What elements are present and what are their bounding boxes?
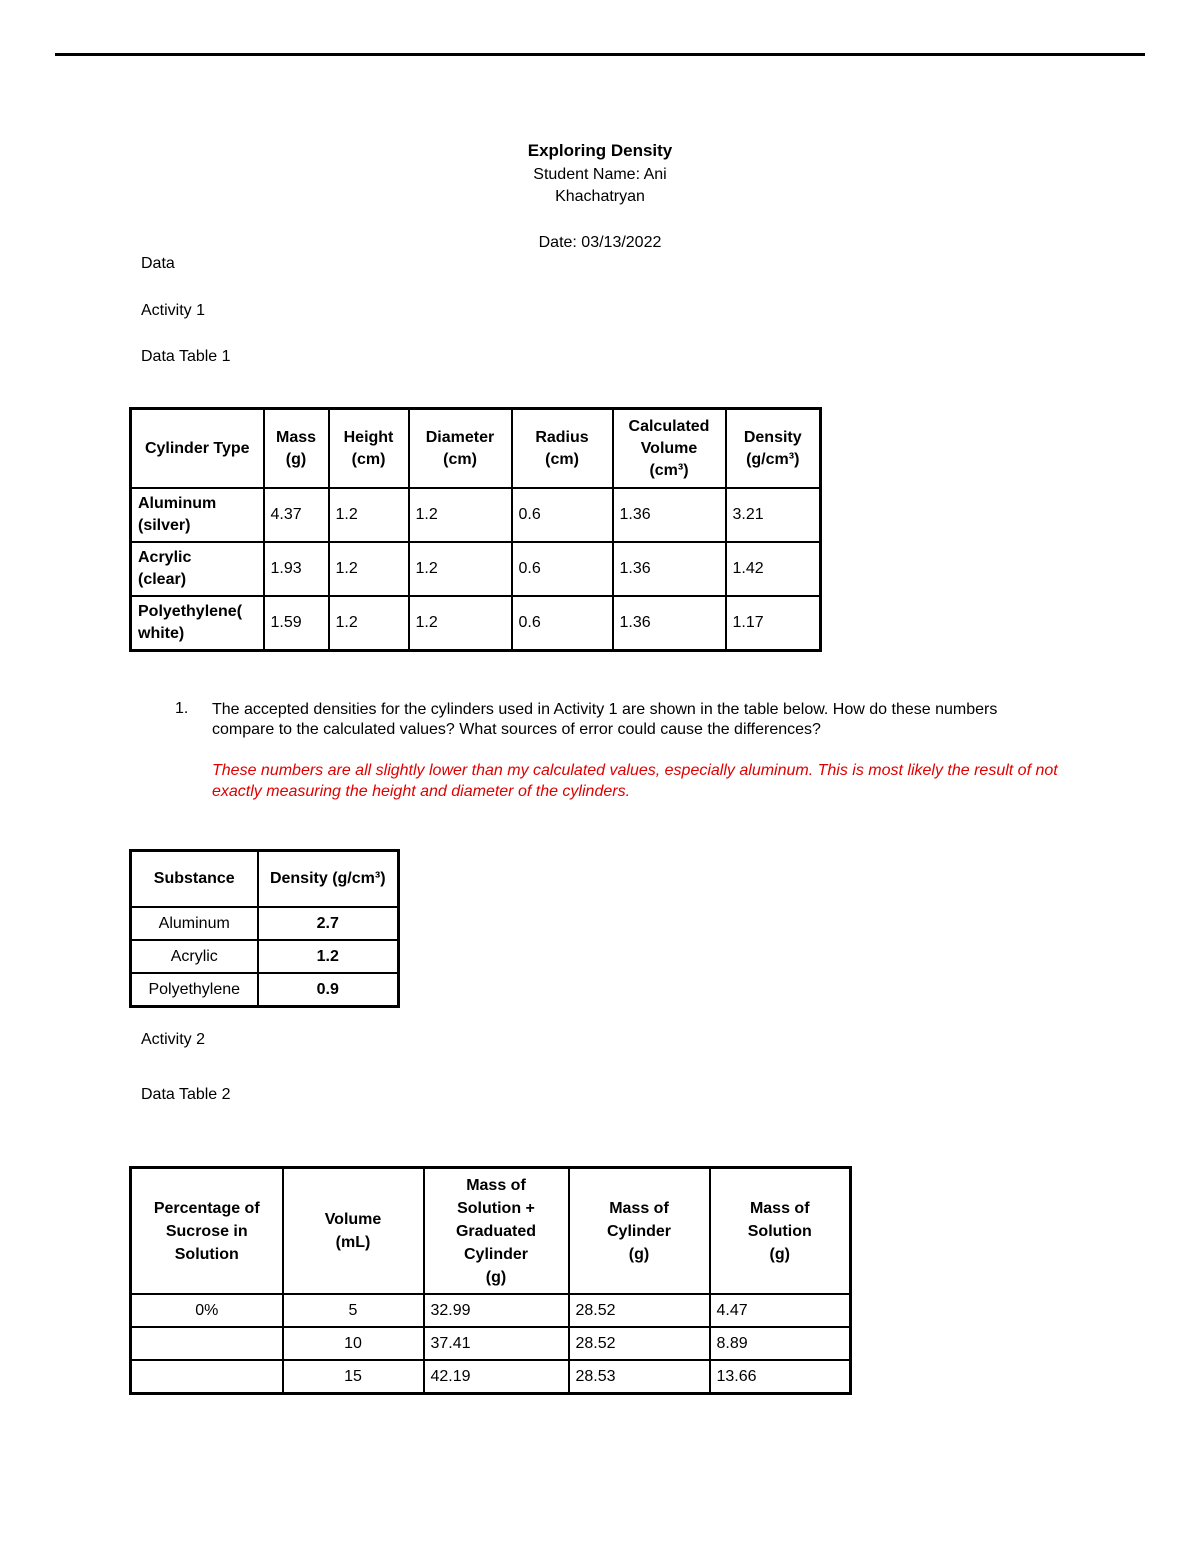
diameter-cell: 1.2 (409, 542, 512, 596)
density-cell: 1.17 (726, 596, 821, 651)
cylinder-type-cell: Aluminum (silver) (131, 488, 264, 542)
mass-solution-cylinder-cell: 37.41 (424, 1327, 569, 1360)
data-heading: Data (141, 255, 175, 272)
mass-cylinder-cell: 28.53 (569, 1360, 710, 1394)
height-cell: 1.2 (329, 542, 409, 596)
mass-solution-cylinder-cell: 42.19 (424, 1360, 569, 1394)
question-text: The accepted densities for the cylinders used in Activity 1 are shown in the table below. How do these numbers compare to the calculated values? What sources of error could cause the differences? (212, 701, 998, 738)
cylinder-type-cell: Acrylic (clear) (131, 542, 264, 596)
table-row (131, 596, 821, 651)
header-mass-cylinder: Mass of Cylinder (g) (569, 1168, 710, 1295)
data-table1-heading: Data Table 1 (141, 348, 231, 365)
header-mass-solution-cylinder: Mass of Solution + Graduated Cylinder (g) (424, 1168, 569, 1295)
volume-cell: 10 (283, 1327, 424, 1360)
mass-cylinder-cell: 28.52 (569, 1327, 710, 1360)
top-rule (55, 53, 1145, 56)
radius-cell: 0.6 (512, 542, 613, 596)
table-row (131, 1360, 851, 1394)
cylinder-type-cell: Polyethylene( white) (131, 596, 264, 651)
table-row (131, 1294, 851, 1327)
date: Date: 03/13/2022 (538, 234, 662, 251)
table-row (131, 973, 399, 1007)
volume-cell: 15 (283, 1360, 424, 1394)
table-row (131, 488, 821, 542)
radius-cell: 0.6 (512, 596, 613, 651)
diameter-cell: 1.2 (409, 596, 512, 651)
table-header-row (131, 409, 821, 489)
percentage-cell: 0% (131, 1294, 283, 1327)
radius-cell: 0.6 (512, 488, 613, 542)
activity2-heading: Activity 2 (141, 1031, 206, 1048)
accepted-density-cell: 0.9 (258, 973, 399, 1007)
student-name-line2: Khachatryan (555, 188, 645, 205)
mass-cell: 4.37 (264, 488, 329, 542)
table-row (131, 542, 821, 596)
header-height: Height (cm) (329, 409, 409, 489)
header-radius: Radius (cm) (512, 409, 613, 489)
mass-solution-cylinder-cell: 32.99 (424, 1294, 569, 1327)
data-table-1 (129, 407, 822, 652)
accepted-densities-table (129, 849, 400, 1008)
mass-solution-cell: 13.66 (710, 1360, 851, 1394)
table-header-row (131, 851, 399, 908)
volume-cell: 1.36 (613, 596, 726, 651)
volume-cell: 1.36 (613, 488, 726, 542)
accepted-density-cell: 1.2 (258, 940, 399, 973)
substance-cell: Acrylic (131, 940, 258, 973)
table-row (131, 940, 399, 973)
header-mass-solution: Mass of Solution (g) (710, 1168, 851, 1295)
height-cell: 1.2 (329, 488, 409, 542)
substance-cell: Aluminum (131, 907, 258, 940)
diameter-cell: 1.2 (409, 488, 512, 542)
density-cell: 3.21 (726, 488, 821, 542)
volume-cell: 5 (283, 1294, 424, 1327)
density-cell: 1.42 (726, 542, 821, 596)
header-percentage-sucrose: Percentage of Sucrose in Solution (131, 1168, 283, 1295)
header-density: Density (g/cm³) (726, 409, 821, 489)
data-table-2 (129, 1166, 852, 1395)
table-row (131, 1327, 851, 1360)
height-cell: 1.2 (329, 596, 409, 651)
header-accepted-density: Density (g/cm³) (258, 851, 399, 908)
accepted-density-cell: 2.7 (258, 907, 399, 940)
page-title: Exploring Density (527, 141, 673, 160)
table-row (131, 907, 399, 940)
header-calculated-volume: Calculated Volume (cm³) (613, 409, 726, 489)
header-diameter: Diameter (cm) (409, 409, 512, 489)
header-mass: Mass (g) (264, 409, 329, 489)
mass-solution-cell: 4.47 (710, 1294, 851, 1327)
header-volume: Volume (mL) (283, 1168, 424, 1295)
volume-cell: 1.36 (613, 542, 726, 596)
mass-solution-cell: 8.89 (710, 1327, 851, 1360)
question-number: 1. (175, 700, 189, 717)
student-name-line1: Student Name: Ani (533, 166, 667, 183)
mass-cylinder-cell: 28.52 (569, 1294, 710, 1327)
mass-cell: 1.59 (264, 596, 329, 651)
mass-cell: 1.93 (264, 542, 329, 596)
percentage-cell (131, 1327, 283, 1360)
answer-text: These numbers are all slightly lower than my calculated values, especially aluminum. This is most likely the result of not exactly measuring the height and diameter of the cylinders. (212, 762, 1058, 800)
percentage-cell (131, 1360, 283, 1394)
substance-cell: Polyethylene (131, 973, 258, 1007)
header-substance: Substance (131, 851, 258, 908)
activity1-heading: Activity 1 (141, 302, 206, 319)
data-table2-heading: Data Table 2 (141, 1086, 231, 1103)
header-cylinder-type: Cylinder Type (131, 409, 264, 489)
table-header-row (131, 1168, 851, 1295)
